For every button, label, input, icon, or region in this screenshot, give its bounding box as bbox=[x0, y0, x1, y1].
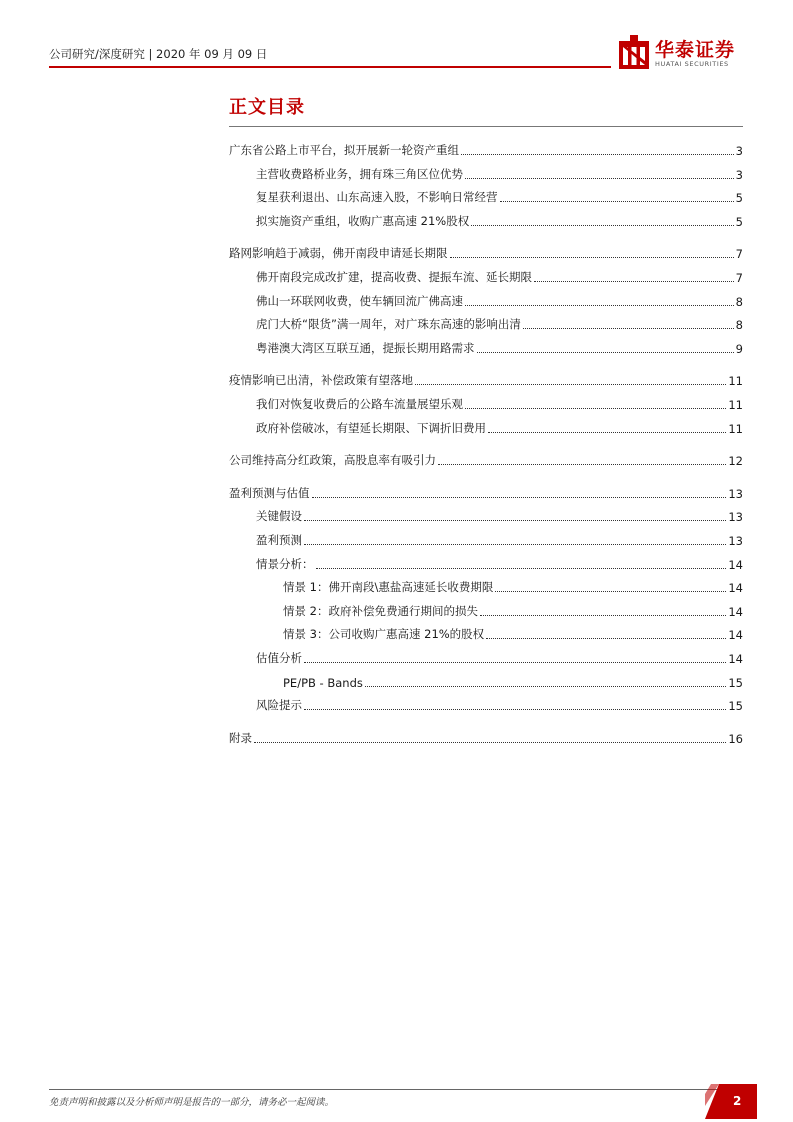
toc-entry-label: 我们对恢复收费后的公路车流量展望乐观 bbox=[256, 397, 463, 411]
toc-entry-page: 14 bbox=[728, 628, 743, 643]
toc-entry[interactable] bbox=[229, 245, 743, 261]
toc-entry[interactable] bbox=[256, 697, 743, 713]
toc-leader-dots bbox=[495, 591, 726, 592]
toc-entry-label: PE/PB - Bands bbox=[283, 675, 363, 690]
toc-entry[interactable] bbox=[283, 579, 743, 595]
toc-entry[interactable] bbox=[283, 603, 743, 619]
toc-leader-dots bbox=[304, 520, 726, 521]
toc-entry-page: 5 bbox=[735, 191, 743, 206]
toc-entry-page: 15 bbox=[728, 699, 743, 714]
toc-leader-dots bbox=[465, 178, 734, 179]
toc-entry-label: 情景分析： bbox=[256, 556, 314, 571]
toc-entry[interactable] bbox=[283, 674, 743, 690]
toc-entry-page: 3 bbox=[735, 167, 743, 182]
toc-entry[interactable] bbox=[256, 269, 743, 285]
toc-entry-label: 粤港澳大湾区互联互通，提振长期用路需求 bbox=[256, 340, 475, 355]
toc-entry-page: 8 bbox=[735, 294, 743, 309]
toc-entry-label: 广东省公路上市平台，拟开展新一轮资产重组 bbox=[229, 143, 459, 157]
footer-divider bbox=[49, 1089, 741, 1090]
toc-leader-dots bbox=[304, 544, 726, 545]
toc-entry-page: 16 bbox=[728, 731, 743, 746]
footer-disclaimer: 免责声明和披露以及分析师声明是报告的一部分，请务必一起阅读。 bbox=[49, 1097, 335, 1108]
toc-entry-label: 情景 1：佛开南段\惠盐高速延长收费期限 bbox=[283, 580, 494, 595]
toc-entry[interactable] bbox=[256, 340, 743, 356]
toc-leader-dots bbox=[500, 201, 734, 202]
toc-leader-dots bbox=[304, 709, 726, 710]
toc-entry-label: 拟实施资产重组，收购广惠高速 21%股权 bbox=[256, 213, 470, 228]
toc-entry-label: 疫情影响已出清，补偿政策有望落地 bbox=[229, 373, 413, 388]
toc-entry[interactable] bbox=[229, 372, 743, 388]
toc-entry-label: 虎门大桥“限货”满一周年，对广珠东高速的影响出清 bbox=[256, 317, 521, 332]
toc-leader-dots bbox=[438, 464, 726, 465]
toc-entry-page: 14 bbox=[728, 581, 743, 596]
toc-leader-dots bbox=[488, 432, 726, 433]
toc-entry-label: 主营收费路桥业务，拥有珠三角区位优势 bbox=[256, 166, 463, 181]
toc-entry[interactable] bbox=[256, 213, 743, 229]
toc-entry-label: 关键假设 bbox=[256, 509, 302, 524]
toc-entry-label: 风险提示 bbox=[256, 698, 302, 713]
toc-entry-page: 12 bbox=[728, 454, 743, 469]
toc-entry-page: 14 bbox=[728, 557, 743, 572]
toc-title: 正文目录 bbox=[229, 97, 305, 118]
toc-entry[interactable] bbox=[256, 189, 743, 205]
toc-leader-dots bbox=[465, 305, 734, 306]
toc-entry[interactable] bbox=[256, 293, 743, 309]
toc-entry[interactable] bbox=[283, 626, 743, 642]
toc-entry[interactable] bbox=[256, 420, 743, 436]
toc-entry[interactable] bbox=[256, 508, 743, 524]
toc-entry-page: 14 bbox=[728, 652, 743, 666]
toc-entry[interactable] bbox=[229, 142, 743, 158]
company-logo bbox=[619, 33, 749, 73]
toc-leader-dots bbox=[304, 662, 726, 663]
toc-entry-label: 估值分析 bbox=[256, 651, 302, 665]
toc-entry-label: 佛开南段完成改扩建，提高收费、提振车流、延长期限 bbox=[256, 270, 532, 284]
toc-entry-label: 盈利预测 bbox=[256, 533, 302, 547]
toc-leader-dots bbox=[523, 328, 734, 329]
toc-entry[interactable] bbox=[256, 532, 743, 548]
toc-leader-dots bbox=[486, 638, 726, 639]
toc-entry-label: 政府补偿破冰，有望延长期限、下调折旧费用 bbox=[256, 420, 486, 435]
toc-entry-label: 路网影响趋于减弱，佛开南段申请延长期限 bbox=[229, 246, 448, 261]
toc-leader-dots bbox=[477, 352, 734, 353]
toc-entry[interactable] bbox=[229, 452, 743, 468]
logo-chinese-text: 华泰证券 bbox=[655, 39, 736, 61]
logo-mark-icon bbox=[619, 35, 649, 69]
toc-leader-dots bbox=[461, 154, 734, 155]
toc-entry-label: 佛山一环联网收费，使车辆回流广佛高速 bbox=[256, 293, 463, 308]
page-number: 2 bbox=[733, 1094, 742, 1108]
toc-entry-label: 情景 2：政府补偿免费通行期间的损失 bbox=[283, 603, 478, 618]
toc-entry-page: 5 bbox=[735, 214, 743, 229]
toc-entry-page: 13 bbox=[728, 534, 743, 548]
toc-leader-dots bbox=[450, 257, 734, 258]
toc-leader-dots bbox=[312, 497, 727, 498]
toc-entry[interactable] bbox=[256, 166, 743, 182]
toc-leader-dots bbox=[316, 568, 727, 569]
toc-leader-dots bbox=[415, 384, 726, 385]
toc-entry-page: 7 bbox=[735, 271, 743, 285]
toc-entry-label: 盈利预测与估值 bbox=[229, 485, 310, 500]
toc-entry[interactable] bbox=[229, 730, 743, 746]
toc-entry-page: 8 bbox=[735, 318, 743, 333]
page-badge-shape-icon bbox=[705, 1084, 757, 1119]
toc-entry-label: 附录 bbox=[229, 730, 252, 745]
toc-entry-page: 3 bbox=[735, 144, 743, 158]
toc-entry-page: 11 bbox=[728, 398, 743, 412]
toc-entry[interactable] bbox=[256, 396, 743, 412]
toc-entry-label: 情景 3：公司收购广惠高速 21%的股权 bbox=[283, 627, 485, 642]
toc-entry-page: 14 bbox=[728, 604, 743, 619]
toc-entry-page: 11 bbox=[728, 374, 743, 389]
toc-entry-page: 15 bbox=[728, 675, 743, 690]
toc-entry-page: 13 bbox=[728, 510, 743, 525]
toc-entry-label: 复星获利退出、山东高速入股，不影响日常经营 bbox=[256, 190, 498, 205]
page-number-badge bbox=[705, 1084, 757, 1119]
toc-leader-dots bbox=[254, 742, 726, 743]
toc-entry[interactable] bbox=[256, 556, 743, 572]
toc-entry[interactable] bbox=[256, 316, 743, 332]
toc-entry[interactable] bbox=[256, 650, 743, 666]
toc-entry[interactable] bbox=[229, 485, 743, 501]
toc-leader-dots bbox=[534, 281, 734, 282]
logo-english-text: HUATAI SECURITIES bbox=[655, 60, 729, 68]
toc-entry-page: 11 bbox=[728, 421, 743, 436]
toc-entry-page: 7 bbox=[735, 247, 743, 262]
toc-divider bbox=[229, 126, 743, 127]
toc-leader-dots bbox=[365, 686, 726, 687]
toc-entry-page: 13 bbox=[728, 486, 743, 501]
header-divider bbox=[49, 66, 611, 68]
toc-leader-dots bbox=[471, 225, 733, 226]
header-breadcrumb: 公司研究/深度研究 | 2020 年 09 月 09 日 bbox=[49, 47, 268, 61]
toc-entry-page: 9 bbox=[735, 341, 743, 356]
toc-entry-label: 公司维持高分红政策，高股息率有吸引力 bbox=[229, 453, 436, 468]
toc-leader-dots bbox=[480, 615, 726, 616]
toc-leader-dots bbox=[465, 408, 726, 409]
